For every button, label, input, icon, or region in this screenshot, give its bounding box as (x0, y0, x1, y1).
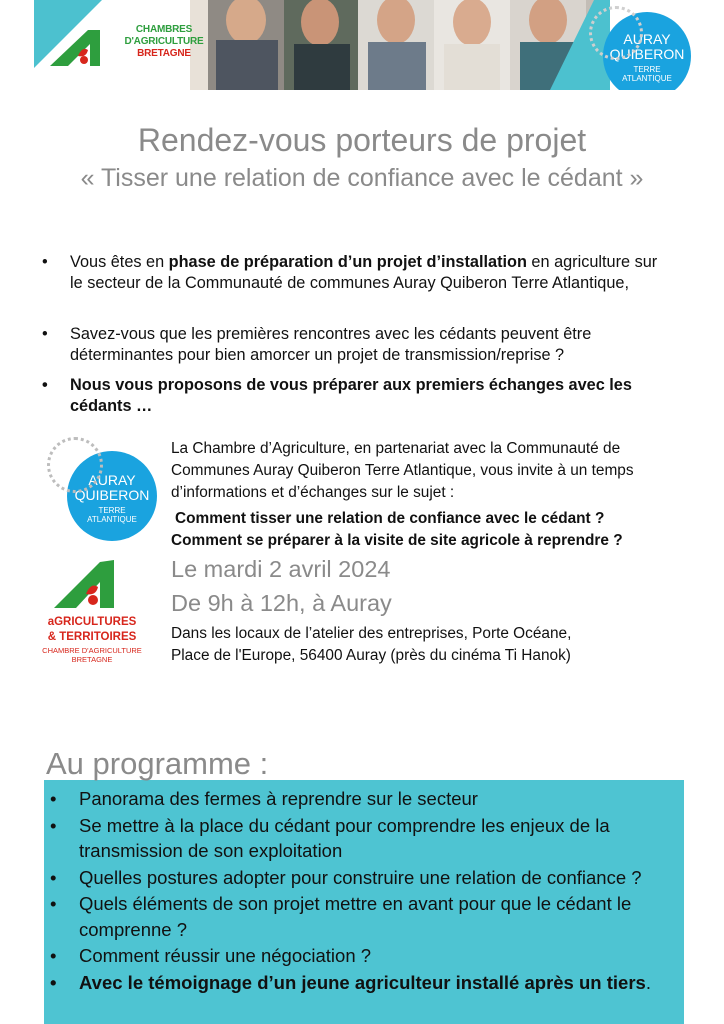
event-location (171, 623, 691, 667)
bullet-icon: • (50, 788, 57, 809)
bullet-icon: • (42, 325, 48, 343)
partner-logo-line-2: QUIBERON (609, 46, 685, 62)
aqta-line-2: QUIBERON (74, 487, 150, 503)
event-question-1: Comment tisser une relation de confiance avec le cédant ? (175, 510, 605, 527)
programme-item-text: Panorama des fermes à reprendre sur le secteur (79, 788, 478, 809)
intro-bullet-2 (42, 324, 672, 366)
bullet-icon: • (50, 814, 57, 836)
programme-item-text: Quels éléments de son projet mettre en avant pour que le cédant le comprenne ? (79, 893, 632, 940)
logo-line-1: CHAMBRES (135, 24, 193, 35)
aqta-line-1: AURAY (88, 472, 136, 488)
event-question-2: Comment se préparer à la visite de site agricole à reprendre ? (171, 532, 623, 549)
intro-b1-pre: Vous êtes en (70, 253, 169, 271)
agr-line-1: aGRICULTURES (47, 616, 137, 628)
programme-item (50, 891, 680, 942)
bullet-icon: • (42, 376, 48, 394)
page-subtitle: « Tisser une relation de confiance avec le cédant » (80, 164, 644, 192)
chambres-agriculture-logo-icon (48, 26, 104, 72)
fingerprint-icon (589, 6, 643, 60)
programme-list (50, 786, 680, 996)
agricultures-territoires-logo (40, 556, 144, 666)
bullet-icon: • (50, 866, 57, 888)
banner-photo-strip (190, 0, 594, 90)
aqta-line-4: ATLANTIQUE (87, 515, 137, 524)
agr-line-3 (40, 646, 144, 664)
bullet-icon: • (50, 971, 57, 993)
intro-bullet-3 (42, 375, 672, 417)
auray-quiberon-logo-top (603, 12, 691, 90)
bullet-icon: • (42, 253, 48, 271)
bullet-icon: • (50, 945, 57, 966)
intro-bullet-1 (42, 252, 672, 294)
agr-line-3b: BRETAGNE (71, 655, 113, 664)
programme-item (50, 943, 680, 969)
event-date: Le mardi 2 avril 2024 (171, 556, 391, 582)
programme-item (50, 865, 680, 891)
agricultures-territoires-icon (50, 556, 120, 612)
aqta-line-3: TERRE (98, 506, 126, 515)
agr-line-3a: CHAMBRE D'AGRICULTURE (42, 646, 142, 655)
logo-line-2: D'AGRICULTURE (124, 36, 204, 47)
event-time: De 9h à 12h, à Auray (171, 590, 392, 616)
partner-logo-line-1: AURAY (623, 31, 671, 47)
bullet-icon: • (50, 893, 57, 914)
agr-line-2: & TERRITOIRES (47, 631, 137, 643)
programme-testimony-suffix: . (645, 971, 651, 993)
event-location-line-1: Dans les locaux de l’atelier des entreprises, Porte Océane, (171, 625, 572, 642)
partner-logo-line-4: ATLANTIQUE (622, 74, 672, 83)
intro-b3-text: Nous vous proposons de vous préparer aux premiers échanges avec les cédants … (70, 376, 632, 415)
event-intro-text: La Chambre d’Agriculture, en partenariat avec la Communauté de Communes Auray Quiberon Terre Atlantique, vous invite à un temps d’informations et d’échanges sur le sujet : (171, 440, 634, 501)
auray-quiberon-logo (53, 441, 157, 545)
intro-b1-bold: phase de préparation d’un projet d’installation (168, 253, 527, 271)
intro-b1-post: en agriculture sur le secteur de la Communauté de communes Auray Quiberon Terre Atlantique, (70, 253, 658, 292)
programme-item-text: Se mettre à la place du cédant pour comprendre les enjeux de la transmission de son exploitation (79, 814, 610, 861)
fingerprint-icon (47, 437, 103, 493)
chambres-agriculture-logo (48, 20, 208, 76)
partner-logo-line-3: TERRE (633, 65, 661, 74)
event-location-line-2: Place de l'Europe, 56400 Auray (près du cinéma Ti Hanok) (171, 647, 571, 664)
programme-item-text: Comment réussir une négociation ? (79, 945, 372, 966)
programme-title: Au programme : (46, 746, 269, 781)
page-title: Rendez-vous porteurs de projet (137, 122, 587, 158)
programme-item (50, 813, 680, 864)
programme-item-testimony (50, 970, 680, 996)
chambres-agriculture-logo-text (114, 24, 214, 60)
intro-b2-text: Savez-vous que les premières rencontres avec les cédants peuvent être déterminantes pour bien amorcer un projet de transmission/reprise ? (70, 325, 592, 364)
header-banner (0, 0, 724, 90)
programme-item (50, 786, 680, 812)
programme-item-text: Quelles postures adopter pour construire une relation de confiance ? (79, 866, 642, 888)
programme-testimony-text: Avec le témoignage d’un jeune agriculteur installé après un tiers (79, 971, 646, 993)
logo-line-3: BRETAGNE (137, 48, 191, 59)
